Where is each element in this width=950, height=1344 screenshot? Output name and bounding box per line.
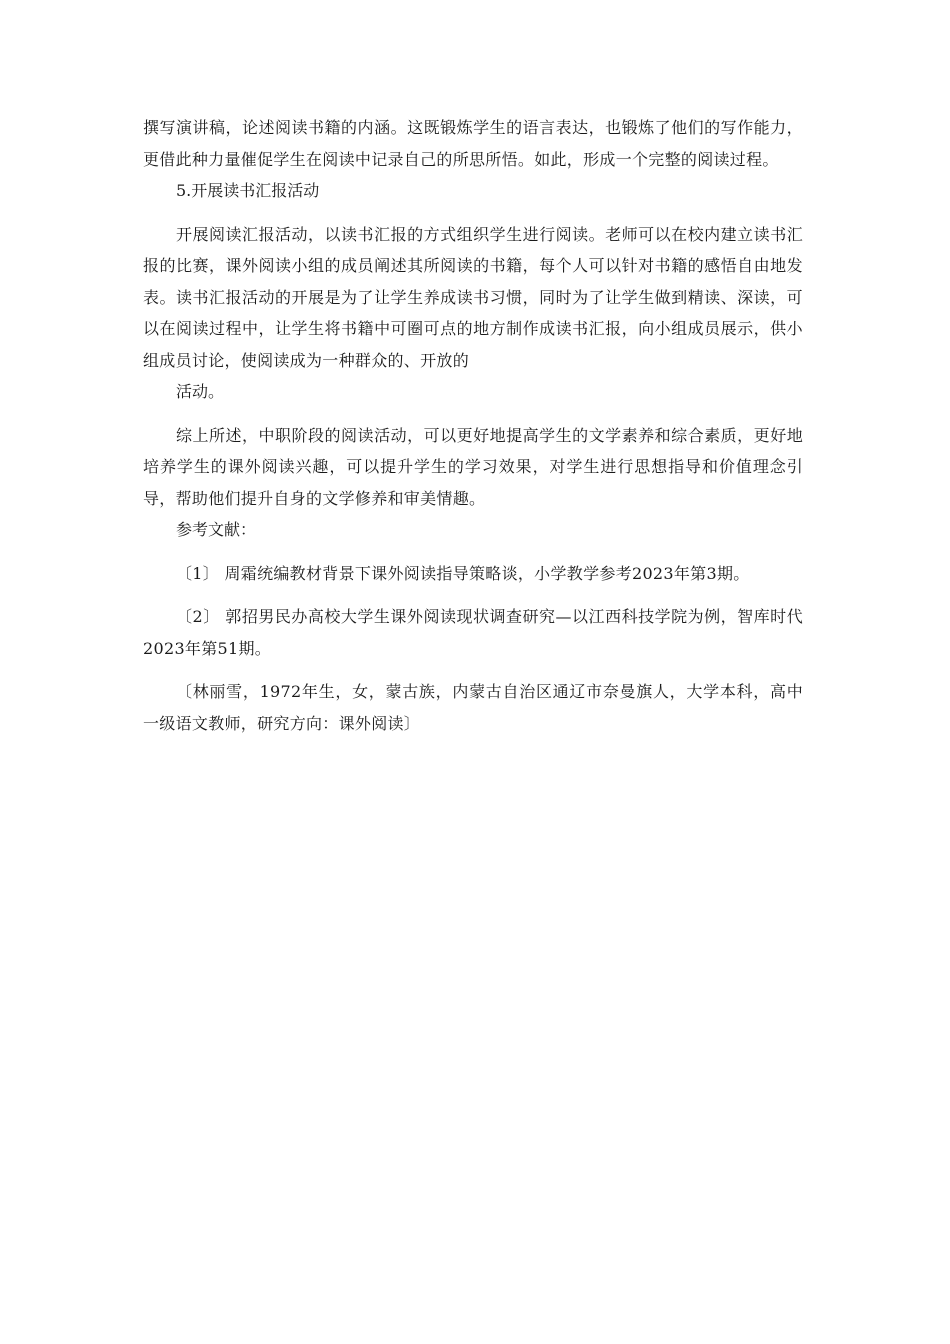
- references-heading: 参考文献：: [176, 520, 257, 539]
- reference-item-2: 〔2〕 郭招男民办高校大学生课外阅读现状调查研究—以江西科技学院为例，智库时代2023年第51期。: [143, 607, 803, 658]
- author-note: 〔林丽雪，1972年生，女，蒙古族，内蒙古自治区通辽市奈曼旗人，大学本科，高中一级语文教师，研究方向：课外阅读〕: [143, 682, 803, 733]
- paragraph-conclusion: 综上所述，中职阶段的阅读活动，可以更好地提高学生的文学素养和综合素质，更好地培养学生的课外阅读兴趣，可以提升学生的学习效果，对学生进行思想指导和价值理念引导，帮助他们提升自身的文学修养和审美情趣。: [143, 425, 803, 508]
- section-heading-reading-report: 5.开展读书汇报活动: [176, 181, 320, 200]
- paragraph-speech-writing: 撰写演讲稿，论述阅读书籍的内涵。这既锻炼学生的语言表达，也锻炼了他们的写作能力，更借此种力量催促学生在阅读中记录自己的所思所悟。如此，形成一个完整的阅读过程。: [143, 118, 803, 169]
- paragraph-reading-report: 开展阅读汇报活动，以读书汇报的方式组织学生进行阅读。老师可以在校内建立读书汇报的比赛，课外阅读小组的成员阐述其所阅读的书籍，每个人可以针对书籍的感悟自由地发表。读书汇报活动的开展是为了让学生养成读书习惯，同时为了让学生做到精读、深读，可以在阅读过程中，让学生将书籍中可圈可点的地方制作成读书汇报，向小组成员展示，供小组成员讨论，使阅读成为一种群众的、开放的: [143, 224, 803, 370]
- paragraph-reading-report-tail: 活动。: [176, 382, 225, 401]
- document-body: [143, 112, 803, 739]
- reference-item-1: 〔1〕 周霜统编教材背景下课外阅读指导策略谈，小学教学参考2023年第3期。: [176, 563, 750, 583]
